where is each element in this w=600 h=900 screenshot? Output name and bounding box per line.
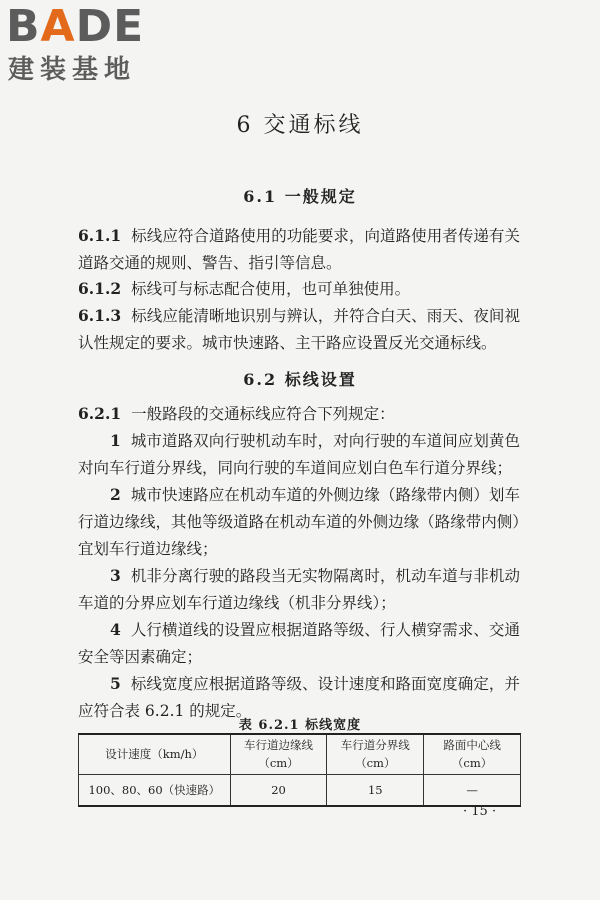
table-cell: 15 [327,774,424,806]
table-header-cell: 车行道边缘线 （cm） [230,734,327,774]
table-title: 表 6.2.1 标线宽度 [238,718,362,733]
list-item [78,562,520,617]
list-item-number: 5 [110,674,121,693]
clause-text: 标线应能清晰地识别与辨认，并符合白天、雨天、夜间视认性规定的要求。城市快速路、主干路应设置反光交通标线。 [78,307,520,352]
table-header-cell: 设计速度（km/h） [79,734,231,774]
table-header-row [79,734,521,774]
table-row [79,774,521,806]
list-item-number: 4 [110,620,121,639]
clause [78,275,520,303]
clause [78,302,520,357]
list-item [78,481,520,563]
section-heading: 6.2 标线设置 [243,370,357,389]
list-item-number: 3 [110,566,121,585]
list-item-text: 人行横道线的设置应根据道路等级、行人横穿需求、交通安全等因素确定； [78,621,520,666]
list-item-text: 标线宽度应根据道路等级、设计速度和路面宽度确定，并应符合表 6.2.1 的规定。 [78,675,520,720]
clause [78,222,520,277]
list-item-text: 城市道路双向行驶机动车时，对向行驶的车道间应划黄色对向车行道分界线，同向行驶的车道间应划白色车行道分界线； [78,432,520,477]
clause-number: 6.1.2 [78,279,122,298]
table-cell: 20 [230,774,327,806]
marking-width-table [78,733,521,807]
list-item-number: 2 [110,485,121,504]
section-heading: 6.1 一般规定 [243,187,357,206]
logo [6,2,176,92]
clause-number: 6.1.3 [78,306,122,325]
page-number: · 15 · [463,804,497,819]
list-item-text: 机非分离行驶的路段当无实物隔离时，机动车道与非机动车道的分界应划车行道边缘线（机非分界线）； [78,567,520,612]
clause-number: 6.1.1 [78,226,122,245]
clause [78,400,520,428]
clause-text: 标线应符合道路使用的功能要求，向道路使用者传递有关道路交通的规则、警告、指引等信息。 [78,227,520,272]
logo-sub-text: 建装基地 [8,55,137,85]
table-cell: — [424,774,521,806]
clause-text: 标线可与标志配合使用，也可单独使用。 [131,280,411,298]
table-header-cell: 路面中心线 （cm） [424,734,521,774]
list-item [78,427,520,482]
chapter-title: 6 交通标线 [236,113,364,138]
table-header-cell: 车行道分界线 （cm） [327,734,424,774]
list-item-text: 城市快速路应在机动车道的外侧边缘（路缘带内侧）划车行道边缘线，其他等级道路在机动车道的外侧边缘（路缘带内侧）宜划车行道边缘线； [78,486,520,558]
list-item [78,616,520,671]
list-item-number: 1 [110,431,121,450]
table-cell: 100、80、60（快速路） [79,774,231,806]
clause-text: 一般路段的交通标线应符合下列规定： [131,405,395,423]
clause-number: 6.2.1 [78,404,122,423]
logo-main-text: BADE [6,1,145,52]
